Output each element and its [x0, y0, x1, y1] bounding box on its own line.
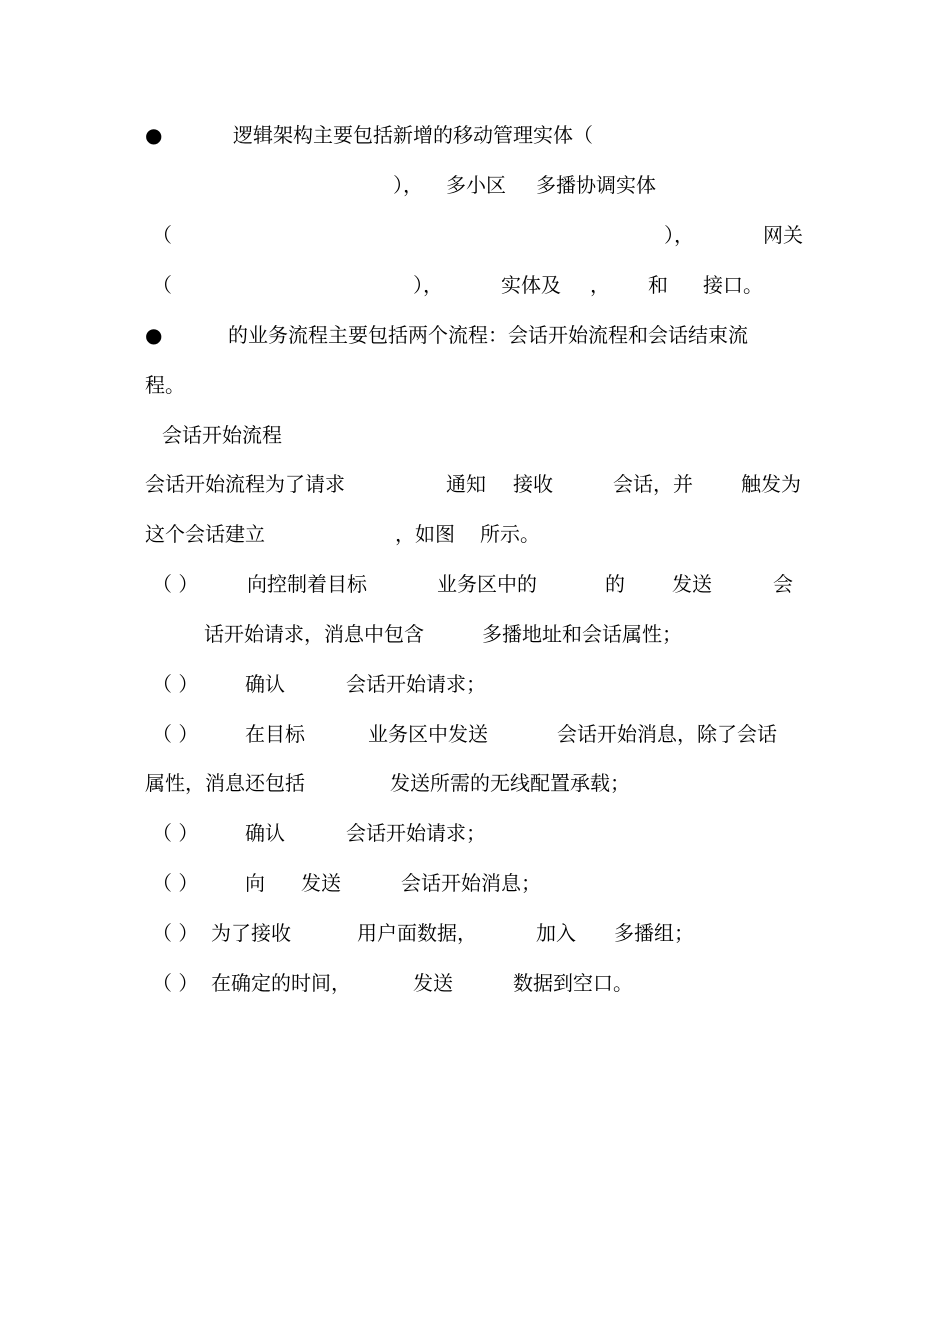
step1-d: 发送 — [672, 572, 712, 596]
step1-number: （ ） — [152, 572, 199, 596]
p1-line4-interface: 接口。 — [703, 273, 763, 297]
step3-cont2: 发送所需的无线配置承载； — [390, 771, 630, 795]
p1-line2-multicell: 多小区 — [446, 173, 506, 197]
step1-b: 业务区中的 — [437, 572, 537, 596]
step2-a: 确认 — [245, 672, 285, 696]
p1-line4-and: 和 — [648, 273, 668, 297]
p1-line4-comma: ， — [590, 273, 610, 297]
p1-line3-gateway: 网关 — [763, 223, 803, 247]
step7-number: （ ） — [152, 971, 199, 995]
p1-line3-open: （ — [152, 223, 172, 247]
intro-line1-b: 通知 — [446, 472, 486, 496]
step5-b: 发送 — [301, 871, 341, 895]
p1-line2-mce: 多播协调实体 — [536, 173, 656, 197]
p1-line2-close: ）， — [393, 173, 423, 197]
step4-number: （ ） — [152, 821, 199, 845]
step3-a: 在目标 — [245, 722, 305, 746]
step7-b: 发送 — [413, 971, 453, 995]
step1-cont: 话开始请求，消息中包含 — [204, 622, 424, 646]
intro-line1-a: 会话开始流程为了请求 — [145, 472, 345, 496]
step6-number: （ ） — [152, 921, 199, 945]
intro-line1-e: 触发为 — [741, 472, 801, 496]
intro-line2-b: ，如图 — [395, 522, 455, 546]
intro-line2-a: 这个会话建立 — [145, 522, 265, 546]
step3-cont: 属性，消息还包括 — [145, 771, 305, 795]
p1-line4-open: （ — [152, 273, 172, 297]
bullet-1: ● — [145, 123, 163, 147]
step2-number: （ ） — [152, 672, 199, 696]
bullet-2: ● — [145, 323, 163, 347]
step6-b: 用户面数据， — [357, 921, 477, 945]
intro-line1-d: 会话，并 — [613, 472, 693, 496]
step7-c: 数据到空口。 — [513, 971, 633, 995]
step4-b: 会话开始请求； — [346, 821, 486, 845]
step3-b: 业务区中发送 — [368, 722, 488, 746]
p1-line4-close: ）， — [413, 273, 443, 297]
p2-line2: 程。 — [145, 373, 185, 397]
step1-c: 的 — [605, 572, 625, 596]
step6-a: 为了接收 — [211, 921, 291, 945]
p1-line3-close: ）， — [664, 223, 694, 247]
step7-a: 在确定的时间， — [211, 971, 351, 995]
step1-e: 会 — [773, 572, 793, 596]
step4-a: 确认 — [245, 821, 285, 845]
step6-c: 加入 — [536, 921, 576, 945]
step2-b: 会话开始请求； — [346, 672, 486, 696]
step5-a: 向 — [245, 871, 265, 895]
section-heading: 会话开始流程 — [162, 423, 282, 447]
p1-line4-entity: 实体及 — [501, 273, 561, 297]
step1-a: 向控制着目标 — [247, 572, 367, 596]
step5-number: （ ） — [152, 871, 199, 895]
intro-line1-c: 接收 — [513, 472, 553, 496]
step5-c: 会话开始消息； — [401, 871, 541, 895]
step6-d: 多播组； — [614, 921, 694, 945]
step3-number: （ ） — [152, 722, 199, 746]
step1-cont2: 多播地址和会话属性； — [482, 622, 682, 646]
intro-line2-c: 所示。 — [480, 522, 540, 546]
step3-c: 会话开始消息，除了会话 — [557, 722, 777, 746]
p2-line1: 的业务流程主要包括两个流程：会话开始流程和会话结束流 — [228, 323, 748, 347]
p1-line1: 逻辑架构主要包括新增的移动管理实体（ — [233, 123, 593, 147]
